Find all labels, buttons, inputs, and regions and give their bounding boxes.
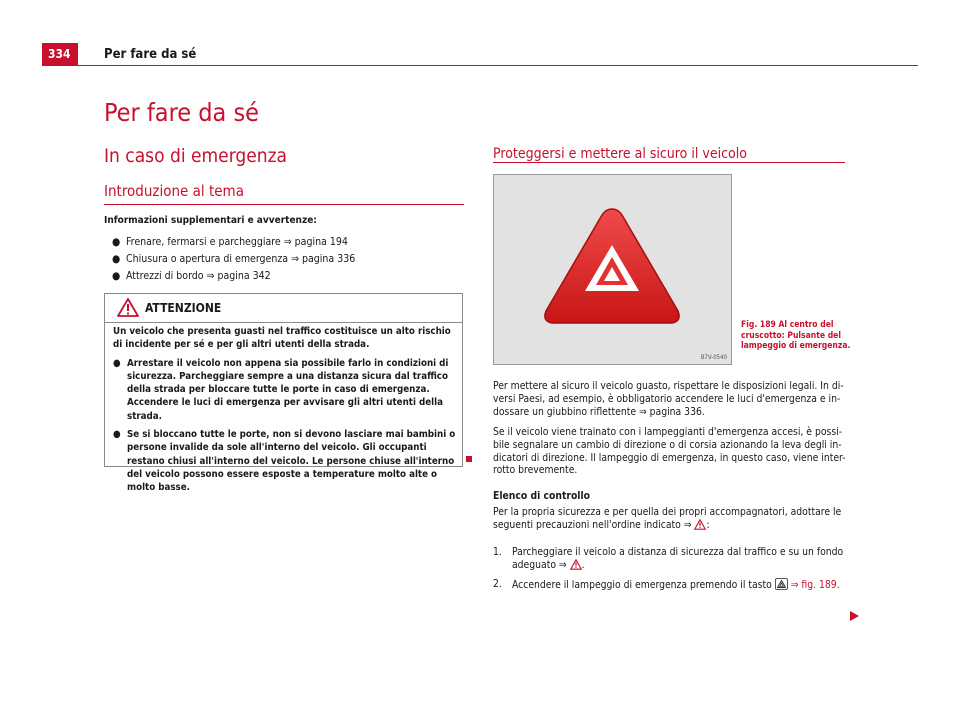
step-number: 1. <box>493 546 502 558</box>
warning-triangle-icon <box>117 298 139 321</box>
running-header-title: Per fare da sé <box>104 47 197 62</box>
warning-bullet <box>113 428 457 494</box>
figure-link[interactable]: ⇒ fig. 189. <box>790 579 840 591</box>
warning-bullet-text: Arrestare il veicolo non appena sia possibile farlo in condizioni di sicurezza. Parcheggiare sempre a una distanza sicura dal traffico della strada per bloccare tutte le porte in caso di emergenza. Accendere le luci di emergenza per avvisare gli altri utenti della strada. <box>127 357 449 422</box>
bullet-icon: ● <box>113 357 121 369</box>
text-line-with-link[interactable]: dossare un giubbino riflettente ⇒ pagina 336. <box>493 405 705 418</box>
step-2 <box>512 578 852 592</box>
intro-heading-rule <box>104 204 464 205</box>
text-line: seguenti precauzioni nell'ordine indicato ⇒ : <box>493 518 710 531</box>
warning-reference-icon[interactable] <box>694 519 706 530</box>
page-number: 334 <box>42 43 78 65</box>
right-heading-rule <box>493 162 845 163</box>
bullet-icon: ● <box>113 429 121 441</box>
warning-bullet-text: Se si bloccano tutte le porte, non si devono lasciare mai bambini o persone invalide da sole all'interno del veicolo. Gli occupanti restano chiusi all'interno del veicolo. Le persone chiuse all'interno del veicolo possono essere esposte a temperature molto alte o molto basse. <box>127 429 456 494</box>
bullet-icon: ● <box>112 253 121 265</box>
checklist-intro <box>493 506 863 532</box>
warning-intro: Un veicolo che presenta guasti nel traffico costituisce un alto rischio di incidente per sé e per gli altri utenti della strada. <box>113 326 451 351</box>
warning-bullet <box>113 357 457 423</box>
chapter-title: Per fare da sé <box>104 98 260 127</box>
warning-label: ATTENZIONE <box>145 301 222 315</box>
link-page-194[interactable]: Frenare, fermarsi e parcheggiare ⇒ pagina 194 <box>126 236 348 248</box>
header-rule <box>42 65 918 66</box>
paragraph-1 <box>493 380 863 418</box>
figure-caption: Fig. 189 Al centro del cruscotto: Pulsante del lampeggio di emergenza. <box>741 320 851 351</box>
link-page-342[interactable]: Attrezzi di bordo ⇒ pagina 342 <box>126 270 271 282</box>
checklist-title: Elenco di controllo <box>493 490 591 502</box>
step-text: Accendere il lampeggio di emergenza premendo il tasto <box>512 579 772 591</box>
bullet-icon: ● <box>112 236 121 248</box>
text-line: versi Paesi, ad esempio, è obbligatorio accendere le luci d'emergenza e in- <box>493 392 841 405</box>
list-item <box>112 252 452 266</box>
list-item <box>112 235 452 249</box>
continue-arrow-icon <box>850 606 859 625</box>
text-line: dicatori di direzione. Il lampeggio di emergenza, in questo caso, viene inter- <box>493 451 846 464</box>
text-line: Per la propria sicurezza e per quella dei propri accompagnatori, adottare le <box>493 506 842 518</box>
warning-reference-icon[interactable] <box>570 559 582 570</box>
hazard-button-icon <box>542 203 682 331</box>
paragraph-2 <box>493 426 863 477</box>
section-end-marker <box>466 456 472 462</box>
warning-header <box>105 294 462 323</box>
step-text: adeguato ⇒ . <box>512 558 585 571</box>
info-label: Informazioni supplementari e avvertenze: <box>104 215 317 226</box>
link-page-336[interactable]: Chiusura o apertura di emergenza ⇒ pagina 336 <box>126 253 356 265</box>
list-item <box>112 269 452 283</box>
text-line: Se il veicolo viene trainato con i lampeggianti d'emergenza accesi, è possi- <box>493 426 843 438</box>
text-line: rotto brevemente. <box>493 464 578 477</box>
warning-box <box>104 293 463 494</box>
intro-heading: Introduzione al tema <box>104 182 244 200</box>
figure-image <box>493 174 732 365</box>
step-1 <box>512 546 862 572</box>
text-line-with-link[interactable]: seguenti precauzioni nell'ordine indicato ⇒ <box>493 518 692 531</box>
figure-code: B7V-0540 <box>700 354 727 361</box>
right-heading: Proteggersi e mettere al sicuro il veicolo <box>493 146 747 162</box>
warning-body <box>113 325 457 500</box>
text-line: Per mettere al sicuro il veicolo guasto, rispettare le disposizioni legali. In di- <box>493 380 844 392</box>
bullet-icon: ● <box>112 270 121 282</box>
section-title: In caso di emergenza <box>104 145 288 167</box>
step-text-link[interactable]: adeguato ⇒ <box>512 558 567 571</box>
text-line: bile segnalare un cambio di direzione o di corsia azionando la leva degli in- <box>493 438 842 451</box>
step-number: 2. <box>493 578 502 590</box>
hazard-key-icon <box>775 578 788 590</box>
step-text: Parcheggiare il veicolo a distanza di sicurezza dal traffico e su un fondo <box>512 546 844 558</box>
